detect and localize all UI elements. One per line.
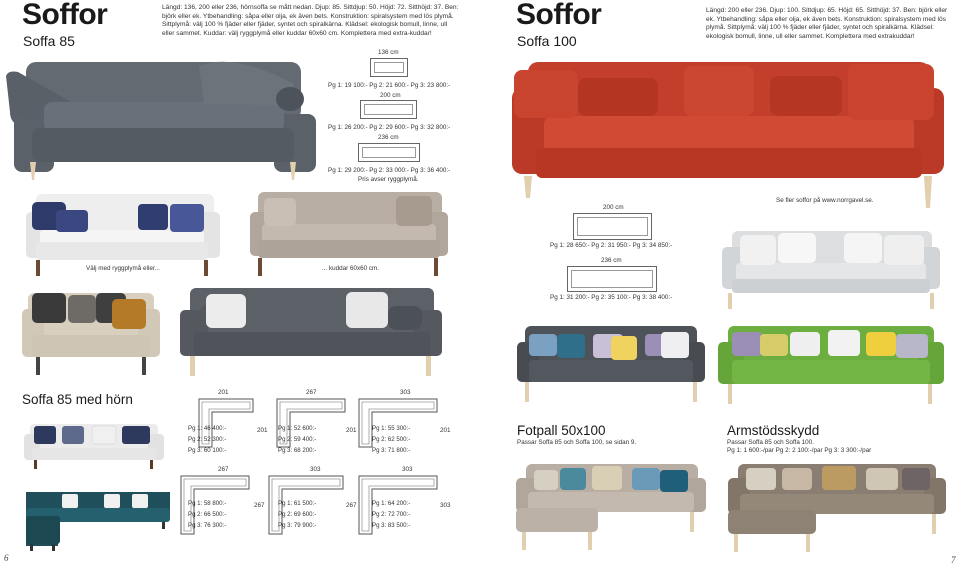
- green-sofa-100-photo: [716, 320, 946, 406]
- corner-r1-prices-2: [278, 425, 316, 458]
- corner-r2-side-3: 303: [440, 502, 451, 509]
- sofa-136-diagram: [370, 58, 408, 77]
- price-line: Pg 1: 61 500:-: [278, 500, 317, 507]
- size-236-label: 236 cm: [378, 134, 399, 141]
- right-model-title: Soffa 100: [517, 33, 577, 49]
- corner-r2-prices-3: [372, 500, 410, 533]
- armrest-text-2: Pg 1: 1 600:-/par Pg 2: 2 100:-/par Pg 3: 3 300:-/par: [727, 447, 872, 454]
- right-description: Längd: 200 eller 236. Djup: 100. Sittdjup: 65. Höjd: 65. Sitthöjd: 37. Ben: björk eller ek. Ytbehandling: såpa eller olja, ek även bets. Konstruktion: spiralsystem med lös plymå. Sittplymå: välj 100 % fjäder eller fjäder, syntet och spiralkärna. Klädsel: ekologisk bomull, linne, ull eller sammet. Komplettera med extrakuddar!: [706, 7, 948, 40]
- grey-sofa-100-photo: [515, 322, 707, 404]
- size-200-label: 200 cm: [380, 92, 401, 99]
- corner-r1-prices-1: [188, 425, 226, 458]
- size-136-label: 136 cm: [378, 49, 399, 56]
- footstool-text: Passar Soffa 85 och Soffa 100, se sidan 9.: [517, 439, 637, 446]
- size-200-right-prices: Pg 1: 28 650:- Pg 2: 31 950:- Pg 3: 34 850:-: [550, 242, 673, 249]
- price-line: Pg 1: 58 800:-: [188, 500, 227, 507]
- price-line: Pg 2: 72 700:-: [372, 511, 411, 518]
- price-line: Pg 2: 62 500:-: [372, 436, 411, 443]
- right-brand-title: Soffor: [516, 0, 602, 31]
- corner-r1-top-2: 267: [306, 389, 317, 396]
- red-sofa-100-photo: [508, 58, 948, 210]
- armrest-title: Armstödsskydd: [727, 423, 820, 438]
- corner-r2-top-1: 267: [218, 466, 229, 473]
- sofa-100-236-diagram: [567, 266, 657, 292]
- corner-section-title: Soffa 85 med hörn: [22, 392, 133, 407]
- corner-r1-top-1: 201: [218, 389, 229, 396]
- price-line: Pg 1: 46 400:-: [188, 425, 227, 432]
- price-line: Pg 3: 83 500:-: [372, 522, 411, 529]
- size-136-prices: Pg 1: 19 100:- Pg 2: 21 600:- Pg 3: 23 800:-: [328, 82, 451, 89]
- corner-r1-side-3: 201: [440, 427, 451, 434]
- linen-sofa-85-photo: [20, 285, 162, 377]
- corner-r2-top-3: 303: [402, 466, 413, 473]
- corner-r2-side-2: 267: [346, 502, 357, 509]
- left-page-number: 6: [4, 553, 9, 563]
- teal-corner-sofa-photo: [22, 486, 174, 552]
- corner-r2-prices-1: [188, 500, 226, 533]
- size-236-prices: Pg 1: 29 200:- Pg 2: 33 000:- Pg 3: 36 400:-: [328, 167, 451, 174]
- sofa-200-diagram: [360, 100, 417, 119]
- size-200-prices: Pg 1: 26 200:- Pg 2: 29 600:- Pg 3: 32 800:-: [328, 124, 451, 131]
- left-brand-title: Soffor: [22, 0, 108, 31]
- grey-sofa-85-photo: [4, 44, 324, 182]
- price-line: Pg 1: 55 300:-: [372, 425, 411, 432]
- corner-r2-side-1: 267: [254, 502, 265, 509]
- corner-r2-prices-2: [278, 500, 316, 533]
- armrest-text-1: Passar Soffa 85 och Soffa 100.: [727, 439, 814, 446]
- corner-r1-prices-3: [372, 425, 410, 458]
- price-line: Pg 3: 71 800:-: [372, 447, 411, 454]
- grey-sofa-85-pillows-photo: [176, 282, 446, 378]
- taupe-sofa-with-armrest-covers-photo: [726, 458, 948, 554]
- price-note: Pris avser ryggplymå.: [358, 176, 419, 183]
- footstool-title: Fotpall 50x100: [517, 423, 606, 438]
- corner-r1-side-2: 201: [346, 427, 357, 434]
- left-model-title: Soffa 85: [23, 33, 75, 49]
- price-line: Pg 1: 52 600:-: [278, 425, 317, 432]
- price-line: Pg 2: 52 300:-: [188, 436, 227, 443]
- price-line: Pg 1: 64 200:-: [372, 500, 411, 507]
- price-line: Pg 3: 79 900:-: [278, 522, 317, 529]
- price-line: Pg 3: 68 200:-: [278, 447, 317, 454]
- size-236-right-label: 236 cm: [601, 257, 622, 264]
- corner-r1-top-3: 303: [400, 389, 411, 396]
- caption-cushions: Välj med ryggplymå eller...: [86, 265, 160, 272]
- sofa-100-200-diagram: [573, 213, 652, 240]
- white-sofa-100-photo: [718, 225, 944, 311]
- left-description: Längd: 136, 200 eller 236, hörnsoffa se mått nedan. Djup: 85. Sittdjup: 50. Höjd: 72. Sitthöjd: 37. Ben: björk eller ek. Ytbehandling: såpa eller olja, ek även bets. Konstruktion: spiralsystem med lös plymå. Sittplymå: välj 100 % fjäder eller fjäder, syntet och spiralkärna. Klädsel: ekologisk bomull, linne, ull eller sammet. Kuddar: välj ryggplymå eller kuddar 60x60 cm. Komplettera med extra-kuddar!: [162, 4, 459, 37]
- right-page-number: 7: [951, 555, 956, 565]
- price-line: Pg 2: 59 400:-: [278, 436, 317, 443]
- size-200-right-label: 200 cm: [603, 204, 624, 211]
- caption-pillows: ... kuddar 60x60 cm.: [322, 265, 380, 272]
- price-line: Pg 3: 60 100:-: [188, 447, 227, 454]
- price-line: Pg 2: 66 500:-: [188, 511, 227, 518]
- white-sofa-85-small-photo: [22, 420, 166, 470]
- price-line: Pg 2: 69 600:-: [278, 511, 317, 518]
- size-236-right-prices: Pg 1: 31 200:- Pg 2: 35 100:- Pg 3: 38 400:-: [550, 294, 673, 301]
- corner-r2-top-2: 303: [310, 466, 321, 473]
- corner-r1-side-1: 201: [257, 427, 268, 434]
- sofa-236-diagram: [358, 143, 420, 162]
- price-line: Pg 3: 76 300:-: [188, 522, 227, 529]
- beige-sofa-with-footstool-photo: [514, 458, 708, 552]
- more-sofas-link[interactable]: Se fler soffor på www.norrgavel.se.: [776, 197, 874, 204]
